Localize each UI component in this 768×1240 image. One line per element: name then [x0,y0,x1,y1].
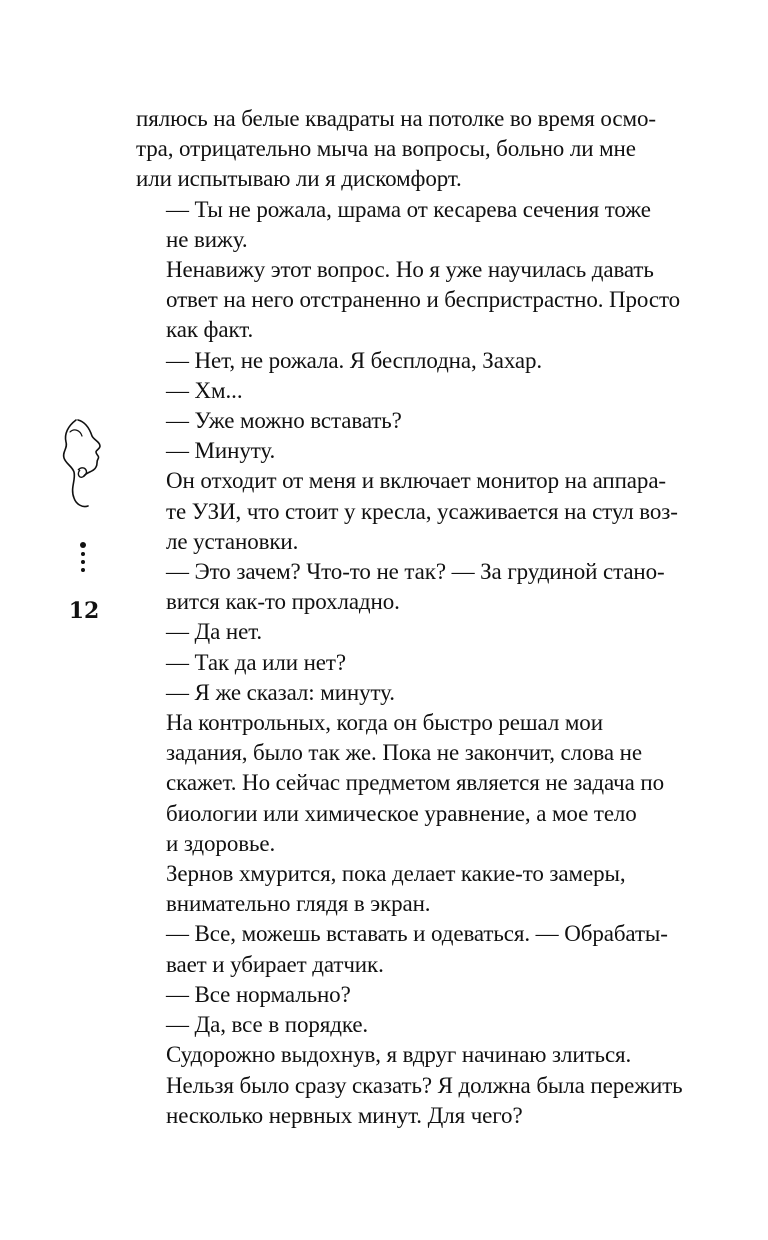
text-line: Он отходит от меня и включает монитор на аппара- [166,468,666,494]
dot-icon [81,568,85,572]
page-number: 12 [68,598,100,624]
text-line: — Так да или нет? [166,649,346,675]
text-line: — Уже можно вставать? [166,408,402,434]
dot-icon [81,552,85,556]
paragraph [136,1040,692,1131]
text-line: Зернов хмурится, пока делает какие-то замеры, [166,861,626,887]
text-line: не вижу. [166,226,248,252]
paragraph [136,1010,692,1040]
text-line: — Минуту. [166,438,276,464]
text-line: — Нет, не рожала. Я бесплодна, Захар. [166,347,543,373]
dot-icon [80,542,86,548]
text-line: пялюсь на белые квадраты на потолке во время осмо- [136,106,656,131]
paragraph [136,195,692,255]
text-line: вится как-то прохладно. [166,589,400,615]
text-line: На контрольных, когда он быстро решал мои [166,710,603,736]
text-line: биологии или химическое уравнение, а мое тело [166,800,637,826]
paragraph [136,255,692,346]
page-dots-ornament [78,542,88,576]
paragraph [136,648,692,678]
paragraph [136,980,692,1010]
paragraph [136,557,692,617]
text-line: скажет. Но сейчас предметом является не задача по [166,770,665,796]
paragraph [136,466,692,557]
text-line: — Ты не рожала, шрама от кесарева сечения тоже [166,196,651,222]
paragraph [136,406,692,436]
paragraph [136,678,692,708]
text-line: как факт. [166,317,254,343]
text-line: Нельзя было сразу сказать? Я должна была пережить [166,1072,683,1098]
text-line: — Да нет. [166,619,263,645]
paragraph [136,708,692,859]
paragraph [136,376,692,406]
paragraph [136,919,692,979]
face-profile-ornament-icon [56,412,110,512]
text-line: те УЗИ, что стоит у кресла, усаживается на стул воз- [166,498,678,524]
text-line: или испытываю ли я дискомфорт. [136,166,462,192]
paragraph [136,617,692,647]
text-line: Ненавижу этот вопрос. Но я уже научилась давать [166,257,654,283]
text-line: вает и убирает датчик. [166,951,384,977]
text-line: несколько нервных минут. Для чего? [166,1102,523,1128]
paragraph [136,436,692,466]
body-text [136,104,692,1131]
text-line: тра, отрицательно мыча на вопросы, больно ли мне [136,136,636,162]
text-line: внимательно глядя в экран. [166,891,431,917]
paragraph [136,346,692,376]
text-line: Судорожно выдохнув, я вдруг начинаю злиться. [166,1042,632,1068]
text-line: — Это зачем? Что-то не так? — За грудиной стано- [166,559,665,585]
text-line: — Хм... [166,377,243,403]
text-line: ответ на него отстраненно и беспристрастно. Просто [166,287,681,313]
paragraph [136,104,692,195]
text-line: — Все, можешь вставать и одеваться. — Обрабаты- [166,921,668,947]
text-line: задания, было так же. Пока не закончит, слова не [166,740,642,766]
text-line: ле установки. [166,528,299,554]
text-line: и здоровье. [166,830,276,856]
paragraph [136,859,692,919]
text-line: — Все нормально? [166,981,351,1007]
text-line: — Да, все в порядке. [166,1012,369,1038]
dot-icon [81,560,85,564]
text-line: — Я же сказал: минуту. [166,679,395,705]
